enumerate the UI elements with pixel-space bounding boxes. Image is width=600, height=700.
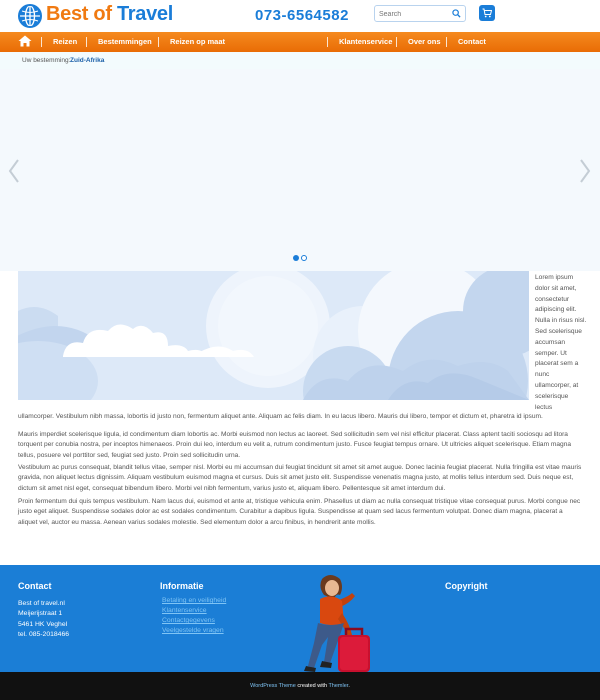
content-paragraph: ullamcorper. Vestibulum nibh massa, lobortis id justo non, fermentum aliquet ante. Aliquam ac felis diam. In eu lacus libero. Mauris dui libero, tempor et dictum et, pharetra id ipsum. [18, 413, 543, 420]
content-paragraph: Mauris imperdiet scelerisque ligula, id condimentum diam lobortis ac. Morbi euismod non lectus ac laoreet. Sed sollicitudin sem vel nisl efficitur placerat. Class aptent taciti sociosqu ad litora torquent per conubia nostra, per inceptos himenaeos. Proin dui leo, interdum eu velit a, rutrum condimentum justo. Fusce feugiat tempus ornare. Ut ultricies aliquet scelerisque. Etiam magna tellus, posuere vel porttitor sed, feugiat sed justo. Proin sed sollicitudin urna. [18, 431, 572, 459]
footer-info-links [162, 596, 226, 636]
nav-item-klantenservice[interactable]: Klantenservice [339, 37, 393, 46]
link-klantenservice[interactable]: Klantenservice [162, 607, 207, 614]
home-icon[interactable] [18, 35, 32, 47]
footer-info-title: Informatie [160, 581, 204, 591]
credit-middle-text: created with [297, 683, 327, 689]
intro-side-text: Lorem ipsum dolor sit amet, consectetur adipiscing elit. Nulla in risus nisl. Sed scelerisque accumsan semper. Ut placerat sem a nunc ullamcorper, at scelerisque lectus [535, 274, 587, 411]
brand-logo-text[interactable] [46, 3, 173, 26]
chevron-right-icon[interactable] [579, 159, 591, 183]
chevron-left-icon[interactable] [8, 159, 20, 183]
footer-copyright-title: Copyright [445, 581, 488, 591]
contact-company: Best of travel.nl [18, 600, 65, 607]
search-input[interactable] [379, 8, 449, 20]
nav-separator [396, 37, 397, 47]
contact-city: 5461 HK Veghel [18, 620, 68, 628]
cart-icon [482, 8, 492, 18]
sky-clouds-image [18, 271, 529, 400]
site-header [0, 0, 600, 31]
nav-item-reizen-op-maat[interactable]: Reizen op maat [170, 37, 226, 46]
nav-item-contact[interactable]: Contact [458, 37, 486, 46]
theme-credit [0, 683, 600, 689]
contact-street: Meijerijstraat 1 [18, 610, 63, 618]
content-paragraph: Vestibulum ac purus consequat, blandit tellus vitae, semper nisl. Morbi eu mi accumsan dui feugiat tincidunt sit amet sit amet augue. Donec lacinia feugiat placerat. Nulla fringilla est vitae mauris gravida, non aliquet lectus dignissim. Aliquam vestibulum euismod magna et cursus. Duis sit amet justo elit. Suspendisse venenatis magna justo, at mollis tellus interdum sed. Duis neque est, dictum sit amet nisl eget, consequat bibendum libero. Morbi vel nibh fermentum, varius justo et, aliquam libero. Pellentesque sit amet interdum dui. [18, 464, 582, 492]
breadcrumb-label: Uw bestemming: [22, 57, 71, 64]
globe-logo-icon[interactable] [18, 4, 42, 28]
brand-part-travel: Travel [116, 3, 173, 25]
slider-dot-2[interactable] [301, 255, 307, 261]
nav-separator [41, 37, 42, 47]
cart-button[interactable] [479, 5, 495, 21]
brand-part-best-of: Best of [46, 3, 112, 25]
content-paragraph: Proin fermentum dui quis tempus vestibulum. Nam lacus dui, euismod et ante at, tristique vehicula enim. Phasellus ut diam ac nulla consequat tristique vitae consequat purus. Morbi congue nec justo eget aliquet. Suspendisse sodales dolor ac est sodales condimentum. Curabitur a dapibus ligula. Suspendisse at quam sed lacus fermentum volutpat. Donec diam magna, placerat a aliquet vel, auctor eu massa. Aenean varius sodales molestie. Sed elementum dolor a arcu finibus, in hendrerit ante mollis. [18, 498, 581, 526]
search-icon[interactable] [452, 9, 461, 18]
nav-separator [446, 37, 447, 47]
credit-themler-link[interactable]: Themler [328, 683, 349, 689]
nav-item-bestemmingen[interactable]: Bestemmingen [98, 37, 152, 46]
nav-item-over-ons[interactable]: Over ons [408, 37, 441, 46]
traveler-with-suitcase-image [300, 573, 375, 672]
link-contactgegevens[interactable]: Contactgegevens [162, 617, 215, 624]
link-faq[interactable]: Veelgestelde vragen [162, 627, 224, 634]
phone-number: 073-6564582 [255, 7, 349, 24]
main-navigation [0, 32, 600, 52]
contact-phone: tel. 085-2018466 [18, 630, 70, 638]
footer-contact-title: Contact [18, 581, 52, 591]
nav-separator [86, 37, 87, 47]
breadcrumb [0, 52, 600, 69]
credit-wordpress-theme-link[interactable]: WordPress Theme [250, 683, 296, 689]
breadcrumb-current[interactable]: Zuid-Afrika [70, 57, 105, 64]
link-betaling[interactable]: Betaling en veiligheid [162, 597, 227, 604]
credit-suffix: . [348, 683, 350, 689]
search-box [374, 5, 466, 22]
slider-dot-1[interactable] [293, 255, 299, 261]
nav-separator [158, 37, 159, 47]
nav-item-reizen[interactable]: Reizen [53, 37, 78, 46]
nav-separator [327, 37, 328, 47]
footer-contact-details [18, 599, 69, 640]
image-slider [0, 69, 600, 271]
bottom-credit-bar [0, 672, 600, 700]
